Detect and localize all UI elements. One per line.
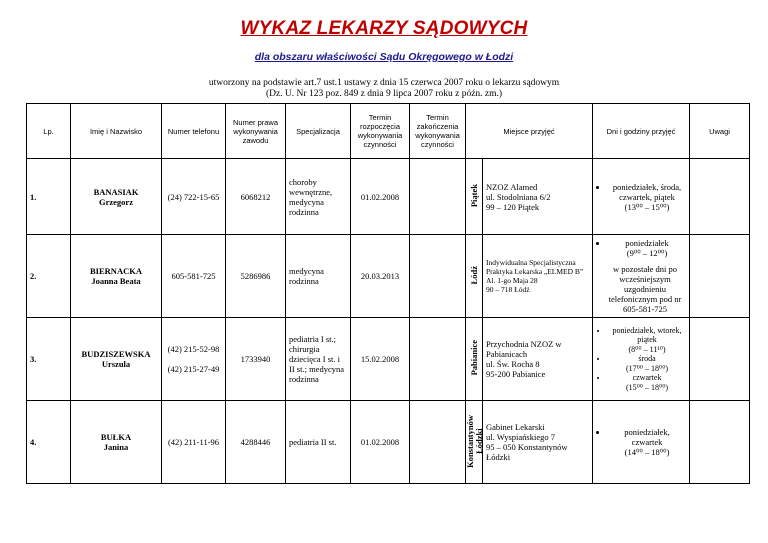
phone-secondary: (42) 215-27-49 <box>167 364 220 374</box>
header-specialization: Specjalizacja <box>286 104 351 159</box>
row-phone <box>162 159 226 235</box>
intro-text <box>0 78 768 100</box>
hours-day: środa <box>638 354 656 364</box>
row-start: 01.02.2008 <box>351 159 410 235</box>
row-lp: 1. <box>27 159 71 235</box>
row-license: 4288446 <box>226 401 286 484</box>
document-title: WYKAZ LEKARZY SĄDOWYCH <box>240 18 528 39</box>
hours-time: (8⁰⁰ – 11¹⁰) <box>628 344 666 354</box>
row-hours <box>593 401 690 484</box>
row-specialization: pediatria I st.; chirurgia dziecięca I st. i II st.; medycyna rodzinna <box>286 318 351 401</box>
header-hours: Dni i godziny przyjęć <box>593 104 690 159</box>
row-name <box>71 159 162 235</box>
row-start: 01.02.2008 <box>351 401 410 484</box>
table-header-row <box>27 104 750 159</box>
row-license: 6068212 <box>226 159 286 235</box>
row-lp: 3. <box>27 318 71 401</box>
row-phone <box>162 235 226 318</box>
header-place: Miejsce przyjęć <box>466 104 593 159</box>
table-row <box>27 318 750 401</box>
intro-line-1: utworzony na podstawie art.7 ust.1 ustawy z dnia 15 czerwca 2007 roku o lekarzu sądowym <box>208 78 560 88</box>
row-license: 1733940 <box>226 318 286 401</box>
hours-time: (17⁰⁰ – 18⁰⁰) <box>625 363 669 373</box>
row-name <box>71 318 162 401</box>
row-name <box>71 235 162 318</box>
row-place: Gabinet Lekarski ul. Wyspiańskiego 7 95 – 050 Konstantynów Łódzki <box>483 401 593 484</box>
hours-time: (9⁰⁰ – 12⁰⁰) <box>626 248 668 258</box>
row-end <box>410 159 466 235</box>
surname: BANASIAK <box>93 186 139 197</box>
firstname: Urszula <box>101 359 131 369</box>
row-phone <box>162 401 226 484</box>
hours-note: w pozostałe dni po wcześniejszym uzgodnieniu telefonicznym pod nr 605-581-725 <box>608 264 682 314</box>
hours-time: (13⁰⁰ – 15⁰⁰) <box>624 201 670 212</box>
row-notes <box>690 159 750 235</box>
row-place: NZOZ Alamed ul. Stodolniana 6/2 99 – 120 Piątek <box>483 159 593 235</box>
row-lp: 4. <box>27 401 71 484</box>
row-notes <box>690 401 750 484</box>
table-row <box>27 235 750 318</box>
hours-day: poniedziałek <box>625 238 669 248</box>
phone: (42) 215-52-98 <box>167 344 220 354</box>
phone: (42) 211-11-96 <box>167 437 220 447</box>
header-license: Numer prawa wykonywania zawodu <box>226 104 286 159</box>
phone: 605-581-725 <box>171 271 216 281</box>
table-row <box>27 159 750 235</box>
header-phone: Numer telefonu <box>162 104 226 159</box>
row-specialization: choroby wewnętrzne, medycyna rodzinna <box>286 159 351 235</box>
row-city <box>466 401 483 484</box>
hours-time: (14⁰⁰ – 18⁰⁰) <box>624 447 670 457</box>
header-start: Termin rozpoczęcia wykonywania czynności <box>351 104 410 159</box>
row-start: 20.03.2013 <box>351 235 410 318</box>
firstname: Janina <box>103 442 129 452</box>
surname: BUŁKA <box>100 432 132 442</box>
hours-day: poniedziałek, środa, czwartek, piątek <box>612 181 682 202</box>
row-place: Indywidualna Specjalistyczna Praktyka Lekarska „ELMED B” Al. 1-go Maja 28 90 – 718 Łódź <box>483 235 593 318</box>
row-notes <box>690 318 750 401</box>
surname: BUDZISZEWSKA <box>81 349 151 359</box>
row-phone <box>162 318 226 401</box>
header-name: Imię i Nazwisko <box>71 104 162 159</box>
doctors-table <box>26 103 750 484</box>
row-hours <box>593 235 690 318</box>
row-end <box>410 318 466 401</box>
phone: (24) 722-15-65 <box>167 191 220 202</box>
surname: BIERNACKA <box>90 266 142 276</box>
row-end <box>410 401 466 484</box>
row-city <box>466 318 483 401</box>
city-label: Łódź <box>468 265 479 285</box>
row-lp: 2. <box>27 235 71 318</box>
city-label: Konstantynów Łódzki <box>465 414 484 468</box>
intro-line-2: (Dz. U. Nr 123 poz. 849 z dnia 9 lipca 2007 roku z późn. zm.) <box>265 89 503 99</box>
row-end <box>410 235 466 318</box>
firstname: Grzegorz <box>99 196 133 207</box>
row-specialization: medycyna rodzinna <box>286 235 351 318</box>
document-subtitle: dla obszaru właściwości Sądu Okręgowego w Łodzi <box>254 51 514 63</box>
row-hours <box>593 318 690 401</box>
row-city <box>466 159 483 235</box>
city-label: Piątek <box>468 183 479 208</box>
row-specialization: pediatria II st. <box>286 401 351 484</box>
row-start: 15.02.2008 <box>351 318 410 401</box>
row-name <box>71 401 162 484</box>
row-hours <box>593 159 690 235</box>
header-notes: Uwagi <box>690 104 750 159</box>
hours-time: (15⁰⁰ – 18⁰⁰) <box>625 382 669 392</box>
hours-day: czwartek <box>632 373 662 383</box>
header-end: Termin zakończenia wykonywania czynności <box>410 104 466 159</box>
row-place: Przychodnia NZOZ w Pabianicach ul. Św. Rocha 8 95-200 Pabianice <box>483 318 593 401</box>
row-notes <box>690 235 750 318</box>
city-label: Pabianice <box>468 340 479 376</box>
header-lp: Lp. <box>27 104 71 159</box>
hours-day: poniedziałek, czwartek <box>624 427 670 447</box>
firstname: Joanna Beata <box>91 276 141 286</box>
row-city <box>466 235 483 318</box>
hours-day: poniedziałek, wtorek, piątek <box>612 325 682 345</box>
row-license: 5286986 <box>226 235 286 318</box>
table-row <box>27 401 750 484</box>
